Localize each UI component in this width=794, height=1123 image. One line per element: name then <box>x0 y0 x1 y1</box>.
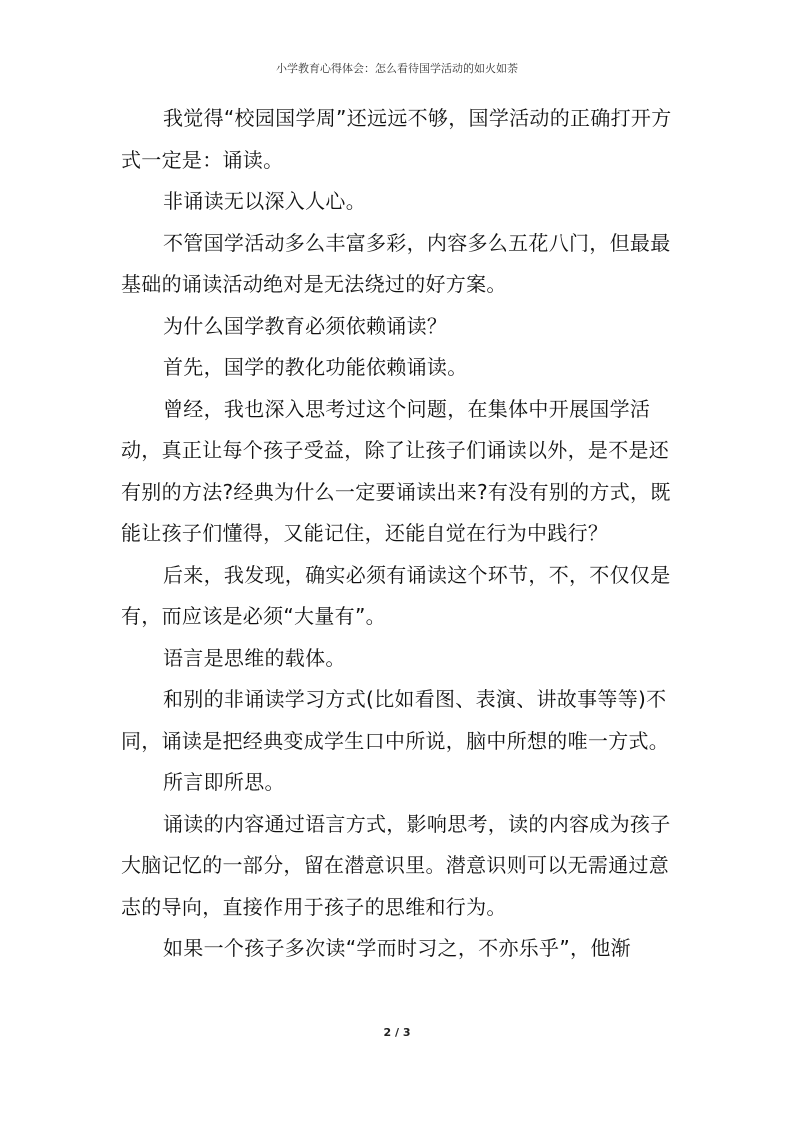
paragraph: 后来，我发现，确实必须有诵读这个环节，不，不仅仅是有，而应该是必须“大量有”。 <box>121 562 671 628</box>
paragraph: 不管国学活动多么丰富多彩，内容多么五花八门，但最最基础的诵读活动绝对是无法绕过的好方案。 <box>121 230 671 296</box>
paragraph: 为什么国学教育必须依赖诵读？ <box>163 313 448 338</box>
paragraph: 首先，国学的教化功能依赖诵读。 <box>163 355 468 379</box>
document-body <box>121 98 677 970</box>
page-number: 2 / 3 <box>383 1026 411 1039</box>
page-header-title: 小学教育心得体会：怎么看待国学活动的如火如荼 <box>276 62 518 75</box>
paragraph: 非诵读无以深入人心。 <box>163 189 366 213</box>
paragraph: 诵读的内容通过语言方式，影响思考，读的内容成为孩子大脑记忆的一部分，留在潜意识里。潜意识则可以无需通过意志的导向，直接作用于孩子的思维和行为。 <box>121 811 671 919</box>
paragraph: 语言是思维的载体。 <box>163 645 346 670</box>
paragraph: 所言即所思。 <box>163 770 285 794</box>
paragraph: 曾经，我也深入思考过这个问题，在集体中开展国学活动，真正让每个孩子受益，除了让孩子们诵读以外，是不是还有别的方法?经典为什么一定要诵读出来?有没有别的方式，既能让孩子们懂得，又能记住，还能自觉在行为中践行？ <box>121 396 671 545</box>
paragraph: 和别的非诵读学习方式(比如看图、表演、讲故事等等)不同，诵读是把经典变成学生口中所说，脑中所想的唯一方式。 <box>121 687 670 753</box>
paragraph: 如果一个孩子多次读“学而时习之，不亦乐乎”，他渐 <box>163 936 631 960</box>
paragraph: 我觉得“校园国学周”还远远不够，国学活动的正确打开方式一定是：诵读。 <box>121 106 672 172</box>
